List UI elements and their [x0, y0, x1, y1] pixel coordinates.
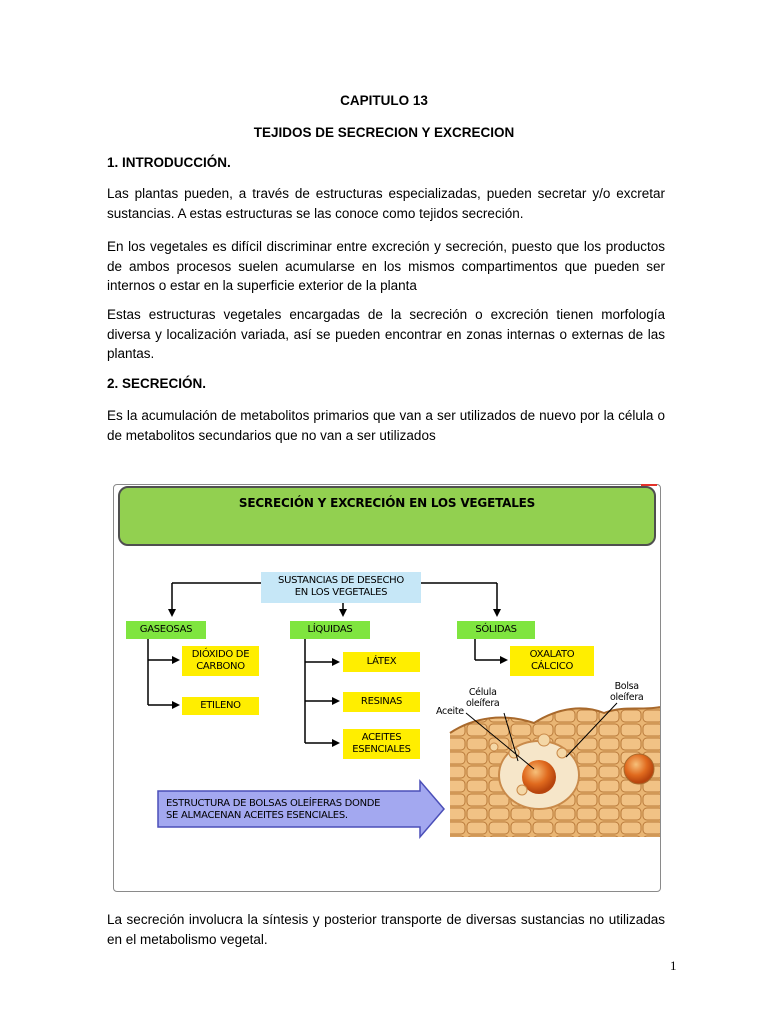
category-liquidas: LÍQUIDAS — [290, 621, 370, 639]
section1-heading: 1. INTRODUCCIÓN. — [107, 155, 231, 170]
label-bolsa-oleifera — [610, 681, 643, 703]
callout-line: SE ALMACENAN ACEITES ESENCIALES. — [166, 810, 348, 821]
callout-line: ESTRUCTURA DE BOLSAS OLEÍFERAS DONDE — [166, 798, 381, 809]
label-line: Célula — [468, 687, 497, 698]
item-latex: LÁTEX — [343, 652, 420, 672]
item-etileno: ETILENO — [182, 697, 259, 715]
item-resinas: RESINAS — [343, 692, 420, 712]
root-line: EN LOS VEGETALES — [294, 587, 388, 598]
chapter-title: TEJIDOS DE SECRECION Y EXCRECION — [253, 125, 515, 140]
item-line: CÁLCICO — [530, 661, 574, 672]
item-line: CARBONO — [196, 661, 245, 672]
item-aceites-esenciales — [343, 729, 420, 759]
callout-text — [166, 798, 380, 822]
item-line: OXALATO — [529, 649, 575, 660]
diagram-graphics — [114, 485, 660, 891]
item-dioxido-carbono — [182, 646, 259, 676]
root-line: SUSTANCIAS DE DESECHO — [278, 575, 404, 586]
item-line: ESENCIALES — [352, 744, 411, 755]
label-line: oleífera — [466, 698, 500, 709]
item-line: DIÓXIDO DE — [191, 649, 250, 660]
paragraph: Estas estructuras vegetales encargadas de la secreción o excreción tienen morfología diversa y localización variada, así se pueden encontrar en zonas internas o externas de las plantas. — [107, 307, 665, 361]
paragraph: Es la acumulación de metabolitos primarios que van a ser utilizados de nuevo por la célula o de metabolitos secundarios que no van a ser utilizados — [107, 408, 665, 443]
item-oxalato-calcico — [510, 646, 594, 676]
root-node — [261, 572, 421, 603]
label-aceite: Aceite — [436, 706, 464, 717]
oil-gland-illustration — [450, 703, 660, 837]
label-celula-oleifera — [466, 687, 499, 709]
diagram-title: SECRECIÓN Y EXCRECIÓN EN LOS VEGETALES — [238, 496, 536, 510]
item-line: ACEITES — [361, 732, 402, 743]
paragraph: Las plantas pueden, a través de estructuras especializadas, pueden secretar y/o excretar sustancias. A estas estructuras se las conoce como tejidos secreción. — [107, 186, 665, 221]
category-solidas: SÓLIDAS — [457, 621, 535, 639]
label-line: oleífera — [610, 692, 644, 703]
secretion-diagram — [113, 484, 661, 892]
paragraph: En los vegetales es difícil discriminar entre excreción y secreción, puesto que los productos de ambos procesos suelen acumularse en los mismos compartimentos que pueden ser internos o estar en la superficie exterior de la planta — [107, 239, 665, 293]
chapter-heading: CAPITULO 13 — [340, 93, 428, 108]
label-line: Bolsa — [614, 681, 639, 692]
page-number: 1 — [670, 958, 677, 973]
section2-heading: 2. SECRECIÓN. — [107, 376, 207, 391]
paragraph: La secreción involucra la síntesis y posterior transporte de diversas sustancias no utilizadas en el metabolismo vegetal. — [107, 912, 665, 947]
category-gaseosas: GASEOSAS — [126, 621, 206, 639]
